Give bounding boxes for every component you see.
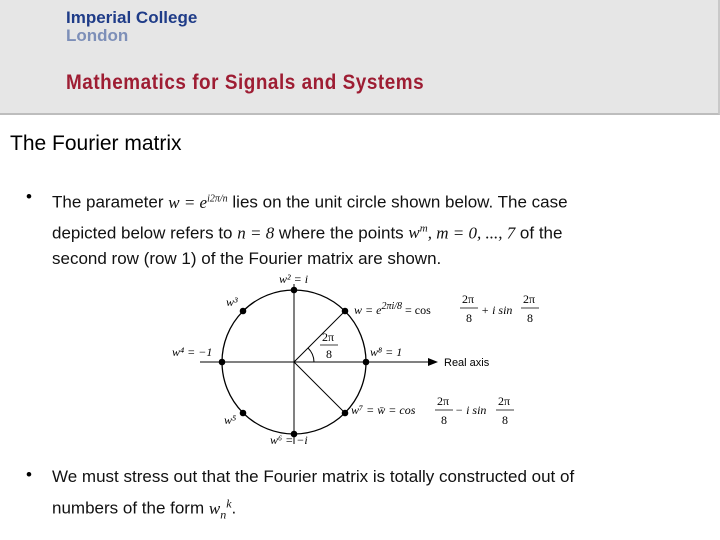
label-plus-i-sin: + i sin xyxy=(481,303,513,317)
math-exponent: k xyxy=(226,496,232,510)
real-axis-arrow-icon xyxy=(428,358,438,366)
math-span: w = e xyxy=(168,192,208,212)
math-wnk xyxy=(208,496,232,522)
text-span: . xyxy=(231,498,237,518)
label-w1 xyxy=(354,301,431,317)
slide-title: The Fourier matrix xyxy=(10,132,182,155)
frac4-den: 8 xyxy=(502,413,508,427)
frac3-den: 8 xyxy=(441,413,447,427)
label-w1-exp: 2πi/8 xyxy=(381,301,403,312)
bullet-2-line-2 xyxy=(52,490,692,527)
course-title: Mathematics for Signals and Systems xyxy=(66,71,425,94)
math-subscript: n xyxy=(220,507,227,522)
text-span: where the points xyxy=(274,223,409,243)
label-w6: w⁶ = −i xyxy=(270,433,308,447)
text-span: We must stress out that the Fourier matrix is totally constructed out of xyxy=(52,467,575,486)
math-range: , m = 0, ..., 7 xyxy=(427,223,516,243)
point-w8 xyxy=(363,359,370,366)
label-w7: w⁷ = w̄ = cos xyxy=(351,403,416,417)
angle-den: 8 xyxy=(326,347,332,361)
label-w5: w⁵ xyxy=(224,413,237,427)
point-w5 xyxy=(240,410,247,417)
label-w1-mid: = cos xyxy=(402,303,431,317)
text-span: second row (row 1) of the Fourier matrix are shown. xyxy=(52,249,442,269)
text-span: of the xyxy=(515,223,563,243)
point-w3 xyxy=(240,308,247,315)
label-minus-i-sin: − i sin xyxy=(455,403,487,417)
logo-line-2: London xyxy=(66,26,129,45)
logo-line-1: Imperial College xyxy=(66,8,198,27)
label-w8: w⁸ = 1 xyxy=(370,345,403,359)
frac4-num: 2π xyxy=(498,394,511,408)
label-w1-prefix: w = e xyxy=(354,303,382,317)
point-w7 xyxy=(342,410,349,417)
angle-arc xyxy=(308,348,314,362)
radius-w1 xyxy=(294,311,345,362)
math-exponent: m xyxy=(419,222,428,235)
point-w2 xyxy=(291,287,298,294)
label-w4: w⁴ = −1 xyxy=(172,345,213,359)
bullet-1-marker: • xyxy=(26,187,32,206)
frac1-den: 8 xyxy=(466,311,472,325)
angle-num: 2π xyxy=(322,330,335,344)
bullet-2-marker: • xyxy=(26,465,32,484)
label-w2: w² = i xyxy=(279,272,309,286)
text-span: numbers of the form xyxy=(52,498,209,518)
math-n: n = 8 xyxy=(237,223,275,243)
math-span: w xyxy=(208,498,221,518)
math-span: w xyxy=(408,223,420,243)
point-w4 xyxy=(219,359,226,366)
text-span: The parameter xyxy=(52,192,169,212)
real-axis-label: Real axis xyxy=(444,357,490,369)
text-span: lies on the unit circle shown below. The case xyxy=(227,192,568,212)
label-w3: w³ xyxy=(226,295,238,309)
text-span: depicted below refers to xyxy=(52,223,238,243)
bullet-2-text xyxy=(52,464,692,527)
bullet-2-line-1 xyxy=(52,464,692,490)
math-exponent: i2π/n xyxy=(207,193,228,204)
radius-w7 xyxy=(294,362,345,413)
point-w1 xyxy=(342,308,349,315)
frac1-num: 2π xyxy=(462,292,475,306)
frac3-num: 2π xyxy=(437,394,450,408)
frac2-num: 2π xyxy=(523,292,536,306)
frac2-den: 8 xyxy=(527,311,533,325)
